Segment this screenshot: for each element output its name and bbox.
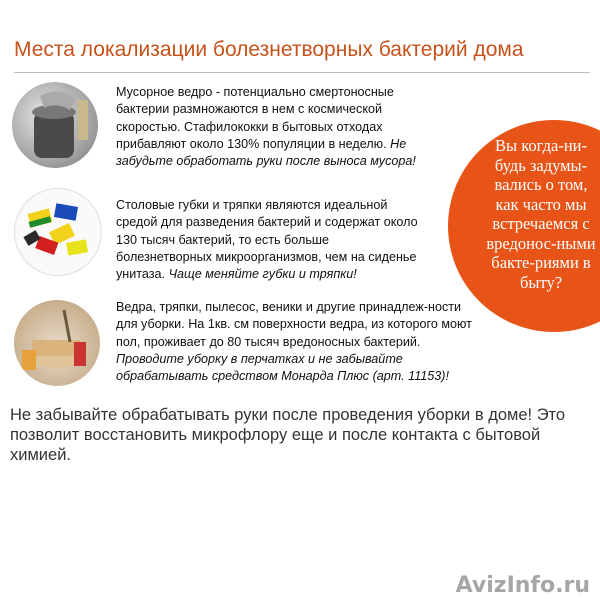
paragraph-trash bbox=[116, 84, 446, 170]
trash-bin-photo bbox=[12, 82, 98, 168]
paragraph-text: Мусорное ведро - потенциально смертоносные бактерии размножаются в нем с космической скоростью. Стафилококки в бытовых отходах прибавляют около 130% популяции в неделю. bbox=[116, 85, 394, 151]
bottom-note: Не забывайте обрабатывать руки после проведения уборки в доме! Это позволит восстановить микрофлору еще и после контакта с бытовой химией. bbox=[10, 406, 566, 464]
paragraph-sponges bbox=[116, 197, 426, 283]
paragraph-cleaning bbox=[116, 299, 486, 385]
page-title: Места локализации болезнетворных бактерий дома bbox=[14, 38, 524, 61]
callout-text: Вы когда-ни-будь задумы-вались о том, как часто мы встречаемся с вредонос-ными бакте-риями в быту? bbox=[486, 136, 596, 292]
paragraph-tip: Чаще меняйте губки и тряпки! bbox=[168, 267, 357, 282]
paragraph-text: Ведра, тряпки, пылесос, веники и другие принадлеж-ности для уборки. На 1кв. см поверхности ведра, из которого моют пол, проживает до 80 тысяч вредоносных бактерий. bbox=[116, 300, 472, 349]
watermark: AvizInfo.ru bbox=[455, 573, 590, 598]
paragraph-tip: Не забудьте обработать руки после выноса мусора! bbox=[116, 136, 416, 169]
cleaning-supplies-photo bbox=[14, 300, 100, 386]
sponges-photo bbox=[14, 188, 102, 276]
title-divider bbox=[14, 72, 590, 73]
paragraph-text: Столовые губки и тряпки являются идеальной средой для разведения бактерий и содержат около 130 тысяч бактерий, то есть больше болезнетворных микроорганизмов, чем на сиденье унитаза. bbox=[116, 198, 418, 282]
paragraph-tip: Проводите уборку в перчатках и не забывайте обрабатывать средством Монарда Плюс (арт. 11153)! bbox=[116, 351, 449, 384]
